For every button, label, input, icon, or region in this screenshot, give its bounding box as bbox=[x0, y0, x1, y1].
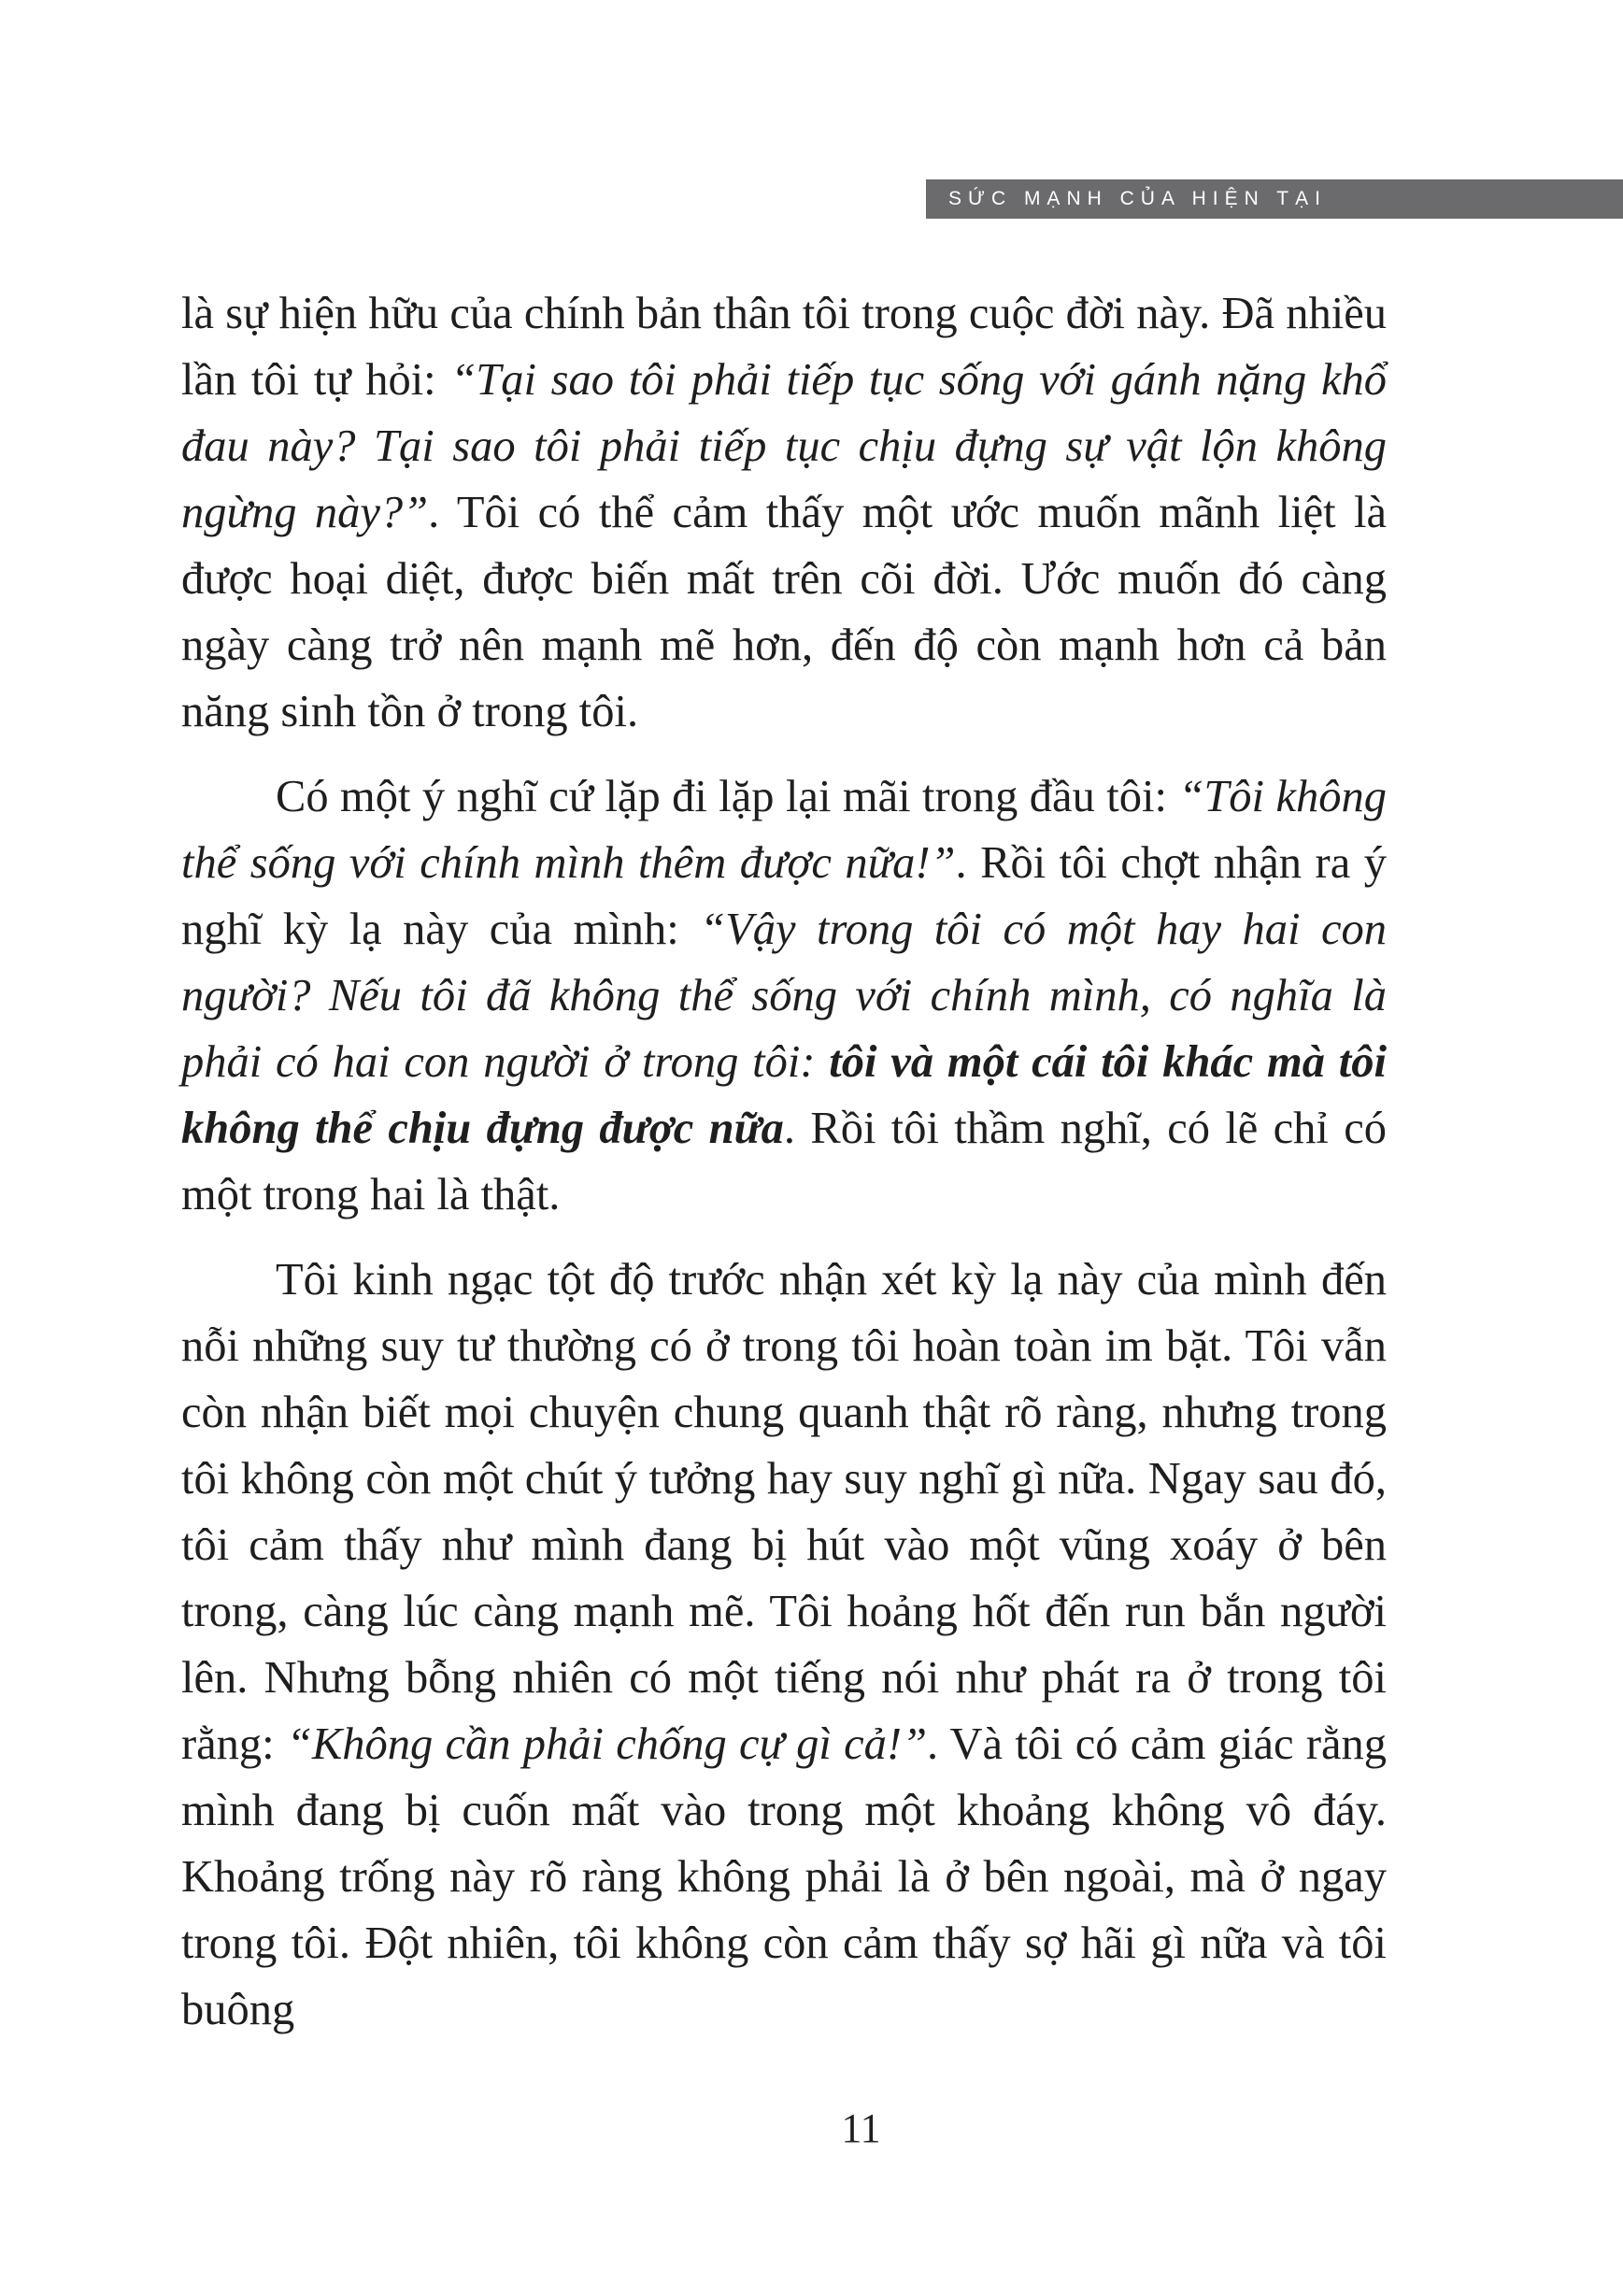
paragraph-1 bbox=[181, 280, 1387, 745]
paragraph-2-quote-1: “Tôi không thể sống với chính mình thêm được nữa!” bbox=[181, 772, 1387, 888]
running-header-title: SỨC MẠNH CỦA HIỆN TẠI bbox=[948, 188, 1327, 209]
paragraph-2-text-f: . Rồi tôi thầm nghĩ, có lẽ chỉ có một trong hai là thật. bbox=[181, 1104, 1388, 1219]
paragraph-2-emphasis: tôi và một cái tôi khác mà tôi không thể chịu đựng được nữa bbox=[181, 1037, 1387, 1153]
paragraph-3-quote: “Không cần phải chống cự gì cả!” bbox=[286, 1719, 928, 1769]
paragraph-3-text-a: Tôi kinh ngạc tột độ trước nhận xét kỳ lạ này của mình đến nỗi những suy tư thường có ở trong tôi hoàn toàn im bặt. Tôi vẫn còn nhận biết mọi chuyện chung quanh thật rõ ràng, nhưng trong tôi không còn một chút ý tưởng hay suy nghĩ gì nữa. Ngay sau đó, tôi cảm thấy như mình đang bị hút vào một vũng xoáy ở bên trong, càng lúc càng mạnh mẽ. Tôi hoảng hốt đến run bắn người lên. Nhưng bỗng nhiên có một tiếng nói như phát ra ở trong tôi rằng: bbox=[181, 1255, 1387, 1769]
paragraph-2 bbox=[181, 763, 1387, 1228]
page-number: 11 bbox=[841, 2105, 881, 2151]
body-text bbox=[181, 280, 1387, 2061]
paragraph-2-quote-2: “Vậy trong tôi có một hay hai con người? Nếu tôi đã không thể sống với chính mình, có nghĩa là phải có hai con người ở trong tôi: bbox=[181, 905, 1387, 1087]
paragraph-2-text-a: Có một ý nghĩ cứ lặp đi lặp lại mãi trong đầu tôi: bbox=[276, 772, 1179, 821]
paragraph-3-text-c: . Và tôi có cảm giác rằng mình đang bị cuốn mất vào trong một khoảng không vô đáy. Khoảng trống này rõ ràng không phải là ở bên ngoài, mà ở ngay trong tôi. Đột nhiên, tôi không còn cảm thấy sợ hãi gì nữa và tôi buông bbox=[181, 1719, 1387, 2034]
paragraph-3 bbox=[181, 1247, 1387, 2043]
paragraph-1-quote: “Tại sao tôi phải tiếp tục sống với gánh nặng khổ đau này? Tại sao tôi phải tiếp tục chịu đựng sự vật lộn không ngừng này?” bbox=[181, 355, 1387, 537]
paragraph-1-text-a: là sự hiện hữu của chính bản thân tôi trong cuộc đời này. Đã nhiều lần tôi tự hỏi: bbox=[181, 289, 1387, 405]
paragraph-1-text-c: . Tôi có thể cảm thấy một ước muốn mãnh liệt là được hoại diệt, được biến mất trên cõi đời. Ước muốn đó càng ngày càng trở nên mạnh mẽ hơn, đến độ còn mạnh hơn cả bản năng sinh tồn ở trong tôi. bbox=[181, 488, 1388, 736]
running-header bbox=[926, 179, 1623, 219]
paragraph-2-text-c: . Rồi tôi chợt nhận ra ý nghĩ kỳ lạ này của mình: bbox=[181, 838, 1387, 954]
